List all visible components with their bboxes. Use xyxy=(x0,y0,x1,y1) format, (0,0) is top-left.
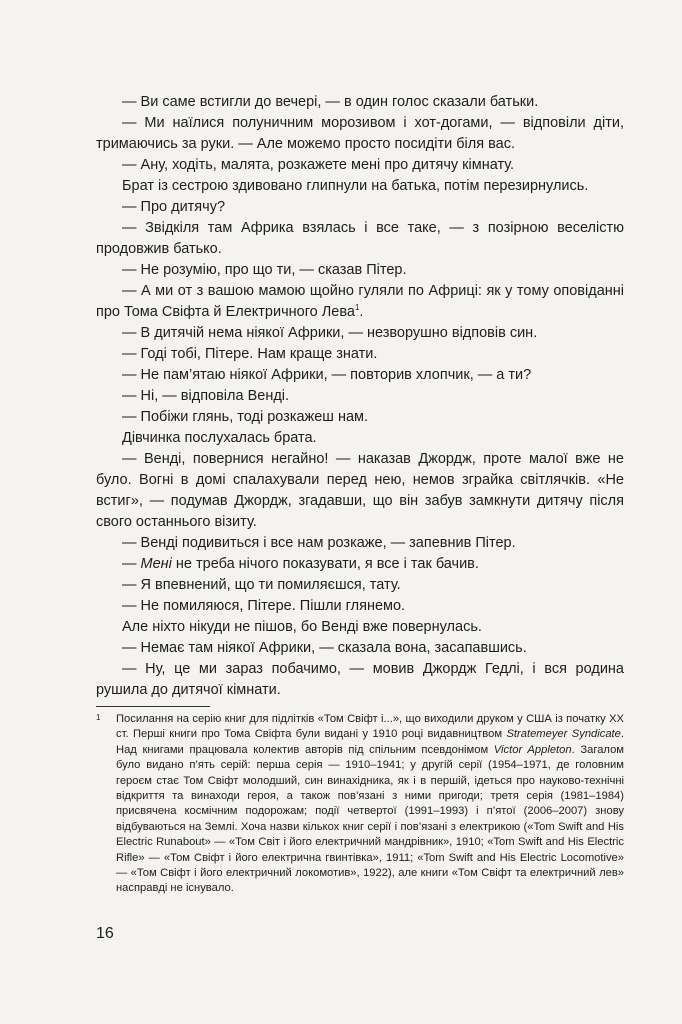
paragraph: — Немає там ніякої Африки, — сказала вона, засапавшись. xyxy=(122,640,527,656)
paragraph: — Годі тобі, Пітере. Нам краще знати. xyxy=(122,346,378,362)
emphasis-text: Мені xyxy=(140,556,172,572)
page-number: 16 xyxy=(96,925,114,942)
footnote-text-part: Посилання на серію книг для підлітків «Том Свіфт і...», що виходили друком у США із початку XX ст. Перші книги про Тома Свіфта були видані у 1910 році видавництвом xyxy=(116,713,624,741)
main-text xyxy=(96,92,624,701)
paragraph xyxy=(96,281,624,323)
paragraph: Брат із сестрою здивовано глипнули на батька, потім перезирнулись. xyxy=(122,178,589,194)
paragraph: — Ми наїлися полуничним морозивом і хот-догами, — відповіли діти, тримаючись за руки. — Але можемо просто посидіти біля вас. xyxy=(96,115,624,152)
paragraph-text: — А ми от з вашою мамою щойно гуляли по Африці: як у тому оповіданні про Тома Свіфта й Електричного Лева xyxy=(96,283,624,320)
paragraph: Дівчинка послухалась брата. xyxy=(122,430,317,446)
paragraph: — Ану, ходіть, малята, розкажете мені про дитячу кімнату. xyxy=(122,157,515,173)
footnote-divider xyxy=(96,706,210,707)
paragraph: — Не пам’ятаю ніякої Африки, — повторив хлопчик, — а ти? xyxy=(122,367,532,383)
paragraph: — Звідкіля там Африка взялась і все таке, — з позірною веселістю продовжив батько. xyxy=(96,220,624,257)
paragraph: — Ні, — відповіла Венді. xyxy=(122,388,290,404)
footnote-text-part: . Загалом було видано п’ять серій: перша серія — 1910–1941; у другій серії (1954–1971, де головним героєм стає Том Свіфт молодший, син винахідника, як і в першій, ідеться про науково-технічні відкриття та винаходи героя, а також пов’язані з ними пригоди; третя серія (1981–1984) присвячена космічним подорожам; події четвертої (1991–1993) і п’ятої (2006–2007) знову відбуваються на Землі. Хоча назви кількох книг серії і пов’язані з електрикою («Tom Swift and His Electric Runabout» — «Том Світ і його електричний мандрівник», 1910; «Tom Swift and His Electric Rifle» — «Том Свіфт і його електрична гвинтівка», 1911; «Tom Swift and His Electric Locomotive» — «Том Свіфт і його електричний локомотив», 1922), але книги «Том Свіфт та електричний лев» насправді не існувало. xyxy=(116,743,624,895)
footnote xyxy=(96,712,624,897)
paragraph: — Я впевнений, що ти помиляєшся, тату. xyxy=(122,577,401,593)
paragraph: — Ви саме встигли до вечері, — в один голос сказали батьки. xyxy=(122,94,539,110)
paragraph: — Про дитячу? xyxy=(122,199,226,215)
paragraph: — Не помиляюся, Пітере. Пішли глянемо. xyxy=(122,598,406,614)
paragraph-dash: — xyxy=(122,556,141,572)
footnote-emphasis: Stratemeyer Syndicate xyxy=(506,728,621,741)
paragraph: — Венді, повернися негайно! — наказав Джордж, проте малої вже не було. Вогні в домі спалахували перед нею, немов зграйка світлячків. «Не встиг», — подумав Джордж, згадавши, що він забув замкнути дитячу після свого останнього візиту. xyxy=(96,451,624,530)
paragraph: — Венді подивиться і все нам розкаже, — запевнив Пітер. xyxy=(122,535,516,551)
paragraph-text: не треба нічого показувати, я все і так бачив. xyxy=(171,556,479,572)
paragraph: — Побіжи глянь, тоді розкажеш нам. xyxy=(122,409,369,425)
paragraph: Але ніхто нікуди не пішов, бо Венді вже повернулась. xyxy=(122,619,482,635)
paragraph xyxy=(96,554,624,575)
paragraph-end: . xyxy=(359,304,364,320)
footnote-reference[interactable]: 1 xyxy=(354,303,360,313)
footnote-text-part: . Над книгами працювала колектив авторів під спільним псевдонімом xyxy=(116,728,624,756)
footnote-number: 1 xyxy=(96,713,101,722)
paragraph: — Ну, це ми зараз побачимо, — мовив Джордж Гедлі, і вся родина рушила до дитячої кімнати. xyxy=(96,661,624,698)
footnote-text xyxy=(116,712,624,897)
footnote-emphasis: Victor Appleton xyxy=(493,743,572,756)
paragraph: — В дитячій нема ніякої Африки, — незворушно відповів син. xyxy=(122,325,538,341)
paragraph: — Не розумію, про що ти, — сказав Пітер. xyxy=(122,262,407,278)
